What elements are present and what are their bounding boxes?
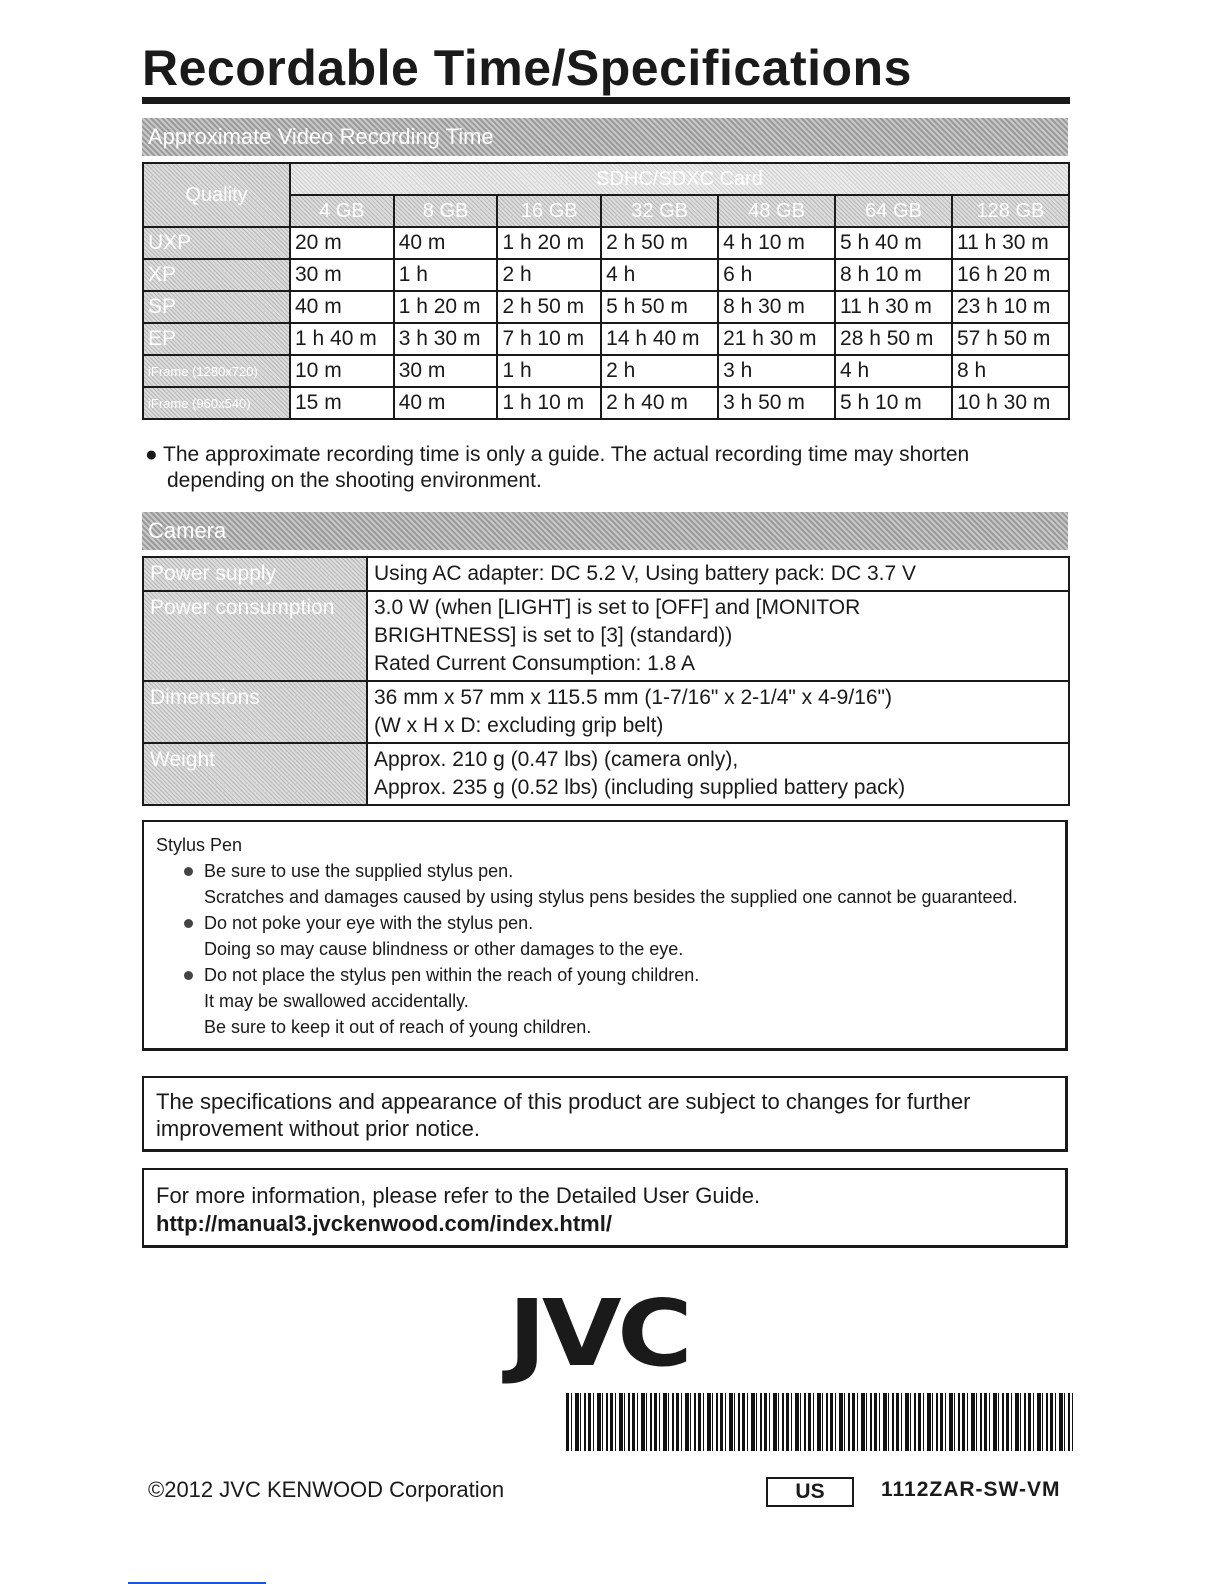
time-cell: 1 h: [497, 355, 601, 387]
copyright-text: ©2012 JVC KENWOOD Corporation: [148, 1477, 505, 1502]
video-recording-table: [142, 162, 1070, 420]
time-cell: 40 m: [394, 227, 498, 259]
stylus-sub-text: Scratches and damages caused by using stylus pens besides the supplied one cannot be guaranteed.: [204, 887, 1018, 907]
time-cell: 1 h 20 m: [497, 227, 601, 259]
time-cell: 6 h: [718, 259, 835, 291]
spec-line: Approx. 235 g (0.52 lbs) (including supplied battery pack): [374, 776, 906, 799]
stylus-sub-text: Doing so may cause blindness or other damages to the eye.: [204, 939, 684, 959]
time-cell: 5 h 10 m: [835, 387, 952, 419]
quality-label: SP: [143, 291, 290, 323]
capacity-header: 64 GB: [835, 195, 952, 227]
time-cell: 11 h 30 m: [835, 291, 952, 323]
stylus-bullet-text: Be sure to use the supplied stylus pen.: [204, 861, 514, 881]
camera-section-heading: Camera: [142, 512, 1068, 550]
time-cell: 16 h 20 m: [952, 259, 1069, 291]
time-cell: 1 h 20 m: [394, 291, 498, 323]
time-cell: 10 m: [290, 355, 394, 387]
capacity-header: 4 GB: [290, 195, 394, 227]
stylus-bullet-text: Do not place the stylus pen within the reach of young children.: [204, 965, 700, 985]
table-row: [143, 227, 1069, 259]
time-cell: 57 h 50 m: [952, 323, 1069, 355]
quality-label: XP: [143, 259, 290, 291]
capacity-header: 8 GB: [394, 195, 498, 227]
time-cell: 1 h 10 m: [497, 387, 601, 419]
quality-label: iFrame (960x540): [143, 387, 290, 419]
time-cell: 11 h 30 m: [952, 227, 1069, 259]
stylus-bullet-text: Do not poke your eye with the stylus pen.: [204, 913, 534, 933]
stylus-title: Stylus Pen: [156, 835, 243, 855]
notice-text: improvement without prior notice.: [156, 1116, 481, 1141]
quality-header: Quality: [143, 163, 290, 227]
time-cell: 40 m: [290, 291, 394, 323]
stylus-bullet: [156, 962, 1053, 988]
time-cell: 8 h 10 m: [835, 259, 952, 291]
quality-label: iFrame (1280x720): [143, 355, 290, 387]
stylus-bullet: [156, 910, 1053, 936]
time-cell: 2 h: [497, 259, 601, 291]
time-cell: 30 m: [394, 355, 498, 387]
table-row: [143, 259, 1069, 291]
more-info-box: [142, 1168, 1068, 1248]
spec-line: Approx. 210 g (0.47 lbs) (camera only),: [374, 748, 739, 771]
spec-notice-box: [142, 1076, 1068, 1152]
time-cell: 40 m: [394, 387, 498, 419]
time-cell: 30 m: [290, 259, 394, 291]
spec-line: BRIGHTNESS] is set to [3] (standard)): [374, 624, 733, 647]
time-cell: 14 h 40 m: [601, 323, 718, 355]
time-cell: 8 h 30 m: [718, 291, 835, 323]
quality-label: UXP: [143, 227, 290, 259]
spec-line: Rated Current Consumption: 1.8 A: [374, 652, 696, 675]
table-row: [143, 387, 1069, 419]
time-cell: 15 m: [290, 387, 394, 419]
recording-time-note: [145, 442, 1070, 494]
time-cell: 5 h 40 m: [835, 227, 952, 259]
camera-spec-table: [142, 556, 1070, 806]
time-cell: 5 h 50 m: [601, 291, 718, 323]
time-cell: 20 m: [290, 227, 394, 259]
time-cell: 2 h: [601, 355, 718, 387]
page-title: Recordable Time/Specifications: [142, 40, 912, 96]
region-badge: US: [766, 1477, 854, 1507]
table-row: [143, 681, 1069, 743]
spec-label: Dimensions: [143, 681, 367, 743]
stylus-bullet: [156, 858, 1053, 884]
card-header: SDHC/SDXC Card: [290, 163, 1069, 195]
stylus-pen-box: [142, 820, 1068, 1051]
info-text: For more information, please refer to the Detailed User Guide.: [156, 1183, 761, 1208]
table-row: [143, 291, 1069, 323]
time-cell: 28 h 50 m: [835, 323, 952, 355]
note-text: The approximate recording time is only a guide. The actual recording time may shorten: [163, 443, 970, 466]
spec-value: Using AC adapter: DC 5.2 V, Using battery pack: DC 3.7 V: [367, 557, 1069, 591]
time-cell: 2 h 50 m: [497, 291, 601, 323]
barcode: [566, 1393, 1073, 1451]
quality-label: EP: [143, 323, 290, 355]
table-row: [143, 743, 1069, 805]
notice-text: The specifications and appearance of this product are subject to changes for further: [156, 1089, 971, 1114]
time-cell: 1 h: [394, 259, 498, 291]
note-text: depending on the shooting environment.: [167, 469, 542, 492]
spec-label: Power supply: [143, 557, 367, 591]
title-rule: [142, 97, 1070, 104]
time-cell: 4 h 10 m: [718, 227, 835, 259]
time-cell: 4 h: [835, 355, 952, 387]
time-cell: 3 h 50 m: [718, 387, 835, 419]
time-cell: 3 h: [718, 355, 835, 387]
time-cell: 23 h 10 m: [952, 291, 1069, 323]
part-code: 1112ZAR-SW-VM: [881, 1478, 1061, 1501]
table-row: [143, 557, 1069, 591]
capacity-header: 128 GB: [952, 195, 1069, 227]
time-cell: 3 h 30 m: [394, 323, 498, 355]
stylus-sub-text: It may be swallowed accidentally.: [204, 991, 469, 1011]
video-section-heading: Approximate Video Recording Time: [142, 118, 1068, 156]
time-cell: 7 h 10 m: [497, 323, 601, 355]
spec-value: [367, 681, 1069, 743]
time-cell: 21 h 30 m: [718, 323, 835, 355]
stylus-sub-text: Be sure to keep it out of reach of young children.: [204, 1017, 592, 1037]
spec-line: (W x H x D: excluding grip belt): [374, 714, 664, 737]
capacity-header: 48 GB: [718, 195, 835, 227]
spec-line: 3.0 W (when [LIGHT] is set to [OFF] and [MONITOR: [374, 596, 861, 619]
table-row: [143, 323, 1069, 355]
spec-label: Power consumption: [143, 591, 367, 681]
user-guide-link[interactable]: http://manual3.jvckenwood.com/index.html/: [156, 1211, 612, 1236]
spec-line: 36 mm x 57 mm x 115.5 mm (1-7/16" x 2-1/4" x 4-9/16"): [374, 686, 892, 709]
capacity-header: 16 GB: [497, 195, 601, 227]
time-cell: 8 h: [952, 355, 1069, 387]
spec-value: [367, 591, 1069, 681]
table-row: [143, 355, 1069, 387]
bullet-icon: ●: [145, 443, 158, 466]
time-cell: 1 h 40 m: [290, 323, 394, 355]
time-cell: 4 h: [601, 259, 718, 291]
table-row: [143, 591, 1069, 681]
time-cell: 2 h 50 m: [601, 227, 718, 259]
spec-value: [367, 743, 1069, 805]
time-cell: 10 h 30 m: [952, 387, 1069, 419]
time-cell: 2 h 40 m: [601, 387, 718, 419]
jvc-logo: JVC: [508, 1280, 689, 1387]
spec-label: Weight: [143, 743, 367, 805]
capacity-header: 32 GB: [601, 195, 718, 227]
